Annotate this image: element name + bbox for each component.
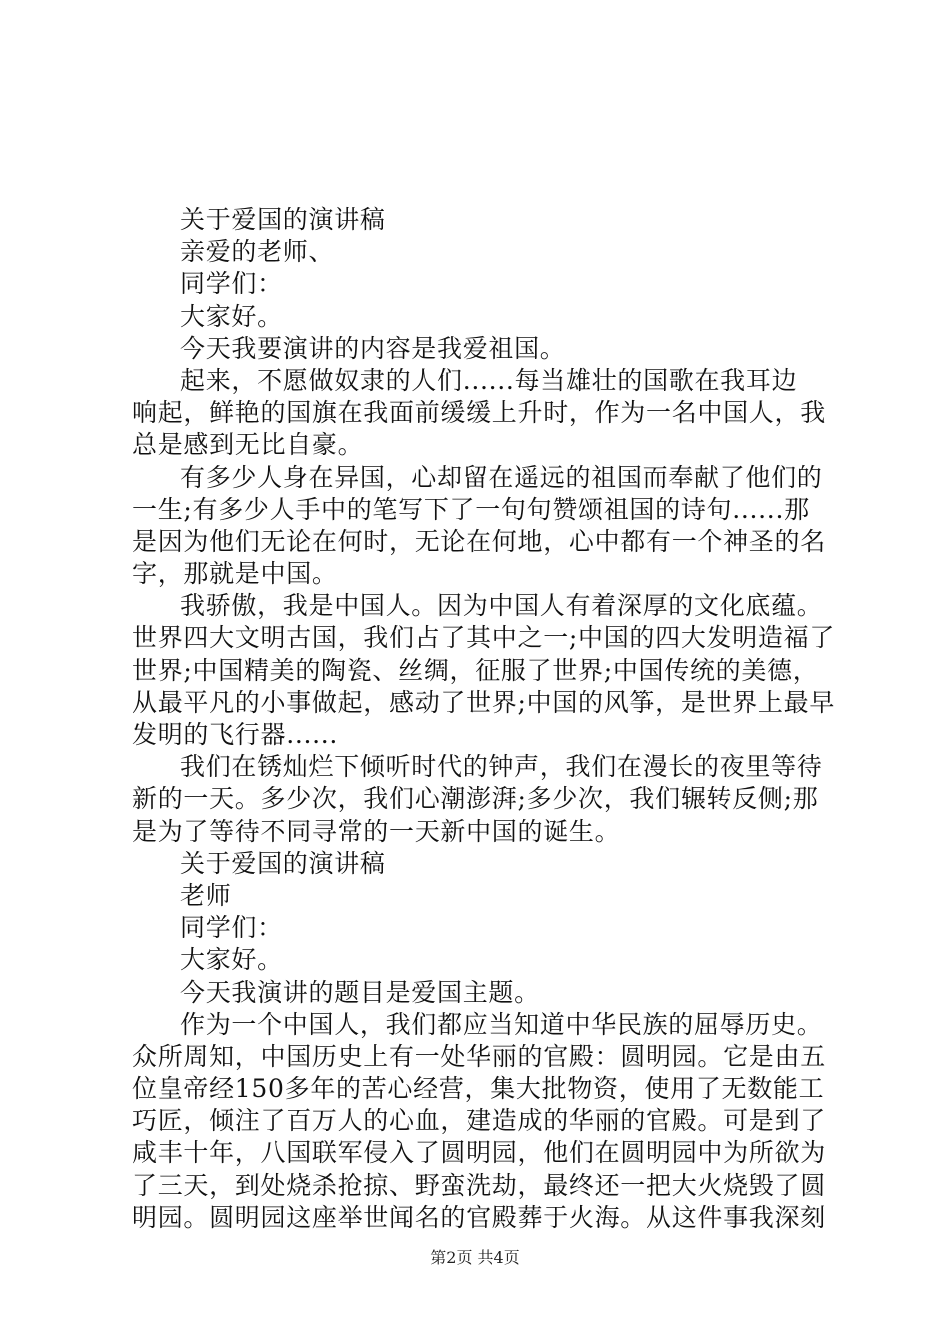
text-line: 作为一个中国人，我们都应当知道中华民族的屈辱历史。 (180, 1009, 823, 1039)
text-line: 起来，不愿做奴隶的人们......每当雄壮的国歌在我耳边 (180, 365, 798, 395)
text-line: 明园。圆明园这座举世闻名的官殿葬于火海。从这件事我深刻 (132, 1202, 826, 1232)
text-line: 关于爱国的演讲稿 (180, 848, 386, 878)
text-line: 从最平凡的小事做起，感动了世界;中国的风筝，是世界上最早 (132, 687, 836, 717)
document-body (132, 204, 836, 1234)
text-line: 是因为他们无论在何时，无论在何地，心中都有一个神圣的名 (132, 526, 826, 556)
text-line: 世界;中国精美的陶瓷、丝绸，征服了世界;中国传统的美德， (132, 655, 819, 685)
text-line: 响起，鲜艳的国旗在我面前缓缓上升时，作为一名中国人，我 (132, 398, 826, 428)
text-line: 发明的飞行器...... (132, 720, 339, 749)
text-line: 我骄傲，我是中国人。因为中国人有着深厚的文化底蕴。 (180, 591, 823, 621)
text-line: 世界四大文明古国，我们占了其中之一;中国的四大发明造福了 (132, 623, 836, 653)
text-line: 位皇帝经150多年的苦心经营，集大批物资，使用了无数能工 (132, 1074, 825, 1104)
text-line: 关于爱国的演讲稿 (180, 205, 386, 234)
text-line: 今天我演讲的题目是爱国主题。 (180, 977, 540, 1007)
text-line: 同学们： (180, 269, 283, 299)
text-line: 大家好。 (180, 301, 283, 331)
text-line: 有多少人身在异国，心却留在遥远的祖国而奉献了他们的 (180, 462, 823, 492)
text-line: 大家好。 (180, 945, 283, 975)
text-line: 字，那就是中国。 (132, 559, 338, 589)
text-line: 我们在锈灿烂下倾听时代的钟声，我们在漫长的夜里等待 (180, 752, 823, 782)
text-line: 咸丰十年，八国联军侵入了圆明园，他们在圆明园中为所欲为 (132, 1138, 826, 1168)
text-line: 了三天，到处烧杀抢掠、野蛮洗劫，最终还一把大火烧毁了圆 (132, 1170, 826, 1200)
text-line: 巧匠，倾注了百万人的心血，建造成的华丽的官殿。可是到了 (132, 1106, 826, 1136)
text-line: 同学们： (180, 913, 283, 943)
text-line: 老师 (180, 880, 232, 910)
text-line: 总是感到无比自豪。 (132, 430, 364, 460)
text-line: 新的一天。多少次，我们心潮澎湃;多少次，我们辗转反侧;那 (132, 784, 819, 814)
text-line: 亲爱的老师、 (180, 237, 335, 267)
text-line: 今天我要演讲的内容是我爱祖国。 (180, 333, 566, 363)
page-footer: 第2页 共4页 (430, 1248, 520, 1267)
text-line: 一生;有多少人手中的笔写下了一句句赞颂祖国的诗句......那 (132, 494, 810, 524)
text-line: 是为了等待不同寻常的一天新中国的诞生。 (132, 816, 621, 846)
text-line: 众所周知，中国历史上有一处华丽的官殿：圆明园。它是由五 (132, 1041, 826, 1071)
